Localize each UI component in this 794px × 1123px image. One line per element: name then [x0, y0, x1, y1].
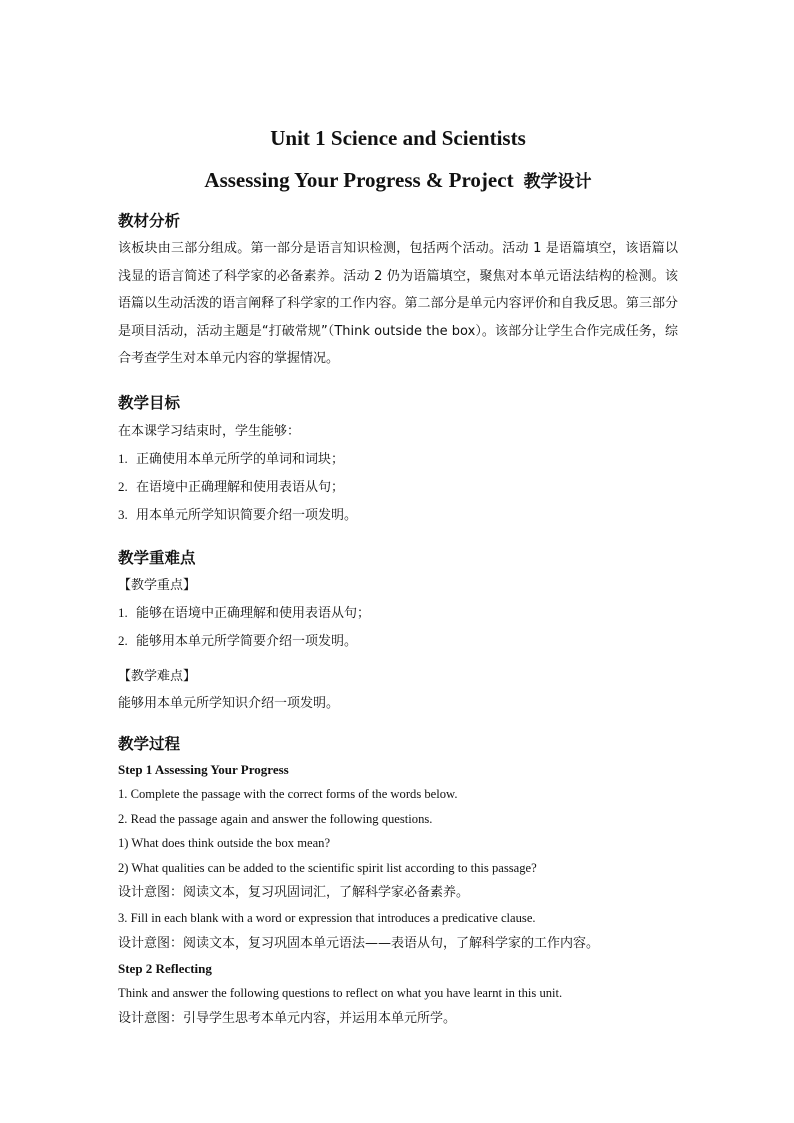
- design-intent: 设计意图：阅读文本，复习巩固本单元语法——表语从句，了解科学家的工作内容。: [118, 935, 600, 951]
- subtitle-english: Assessing Your Progress & Project: [204, 168, 514, 192]
- objectives-intro: 在本课学习结束时，学生能够：: [118, 423, 301, 439]
- section-heading-process: 教学过程: [118, 734, 181, 753]
- document-title: Unit 1 Science and Scientists: [270, 126, 526, 150]
- process-line: 2. Read the passage again and answer the following questions.: [118, 811, 433, 826]
- step-2-heading: Step 2 Reflecting: [118, 960, 212, 976]
- objective-item: 2. 在语境中正确理解和使用表语从句；: [118, 478, 345, 495]
- difficulty-label: 【教学难点】: [118, 668, 197, 684]
- subtitle-chinese: 教学设计: [523, 172, 592, 192]
- process-line: 3. Fill in each blank with a word or expression that introduces a predicative clause.: [118, 911, 536, 925]
- process-line: Think and answer the following questions to reflect on what you have learnt in this unit.: [118, 986, 563, 1000]
- process-line: 2) What qualities can be added to the scientific spirit list according to this passage?: [118, 860, 537, 875]
- document-page: [118, 118, 678, 1032]
- focus-item: 2. 能够用本单元所学简要介绍一项发明。: [118, 632, 358, 649]
- document-subtitle: [118, 166, 678, 196]
- step-1-heading: Step 1 Assessing Your Progress: [118, 761, 289, 777]
- objective-item: 3. 用本单元所学知识简要介绍一项发明。: [118, 506, 358, 523]
- design-intent: 设计意图：引导学生思考本单元内容，并运用本单元所学。: [118, 1010, 457, 1026]
- objective-item: 1. 正确使用本单元所学的单词和词块；: [118, 450, 345, 467]
- section-heading-keypoints: 教学重难点: [118, 548, 196, 567]
- process-line: 1. Complete the passage with the correct forms of the words below.: [118, 787, 458, 801]
- process-line: 1) What does think outside the box mean?: [118, 836, 331, 850]
- focus-item: 1. 能够在语境中正确理解和使用表语从句；: [118, 604, 371, 621]
- section-heading-objectives: 教学目标: [118, 393, 181, 412]
- design-intent: 设计意图：阅读文本，复习巩固词汇，了解科学家必备素养。: [118, 885, 470, 900]
- analysis-paragraph: 该板块由三部分组成。第一部分是语言知识检测，包括两个活动。活动 1 是语篇填空，该语篇以浅显的语言简述了科学家的必备素养。活动 2 仍为语篇填空，聚焦对本单元语法结构的检测。该语篇以生动活泼的语言阐释了科学家的工作内容。第二部分是单元内容评价和自我反思。第三部分是项目活动，活动主题是“打破常规”（Think outside the box）。该部分让学生合作完成任务，综合考查学生对本单元内容的掌握情况。: [118, 241, 678, 366]
- difficulty-text: 能够用本单元所学知识介绍一项发明。: [118, 695, 340, 711]
- focus-label: 【教学重点】: [118, 577, 197, 593]
- section-heading-analysis: 教材分析: [118, 212, 181, 230]
